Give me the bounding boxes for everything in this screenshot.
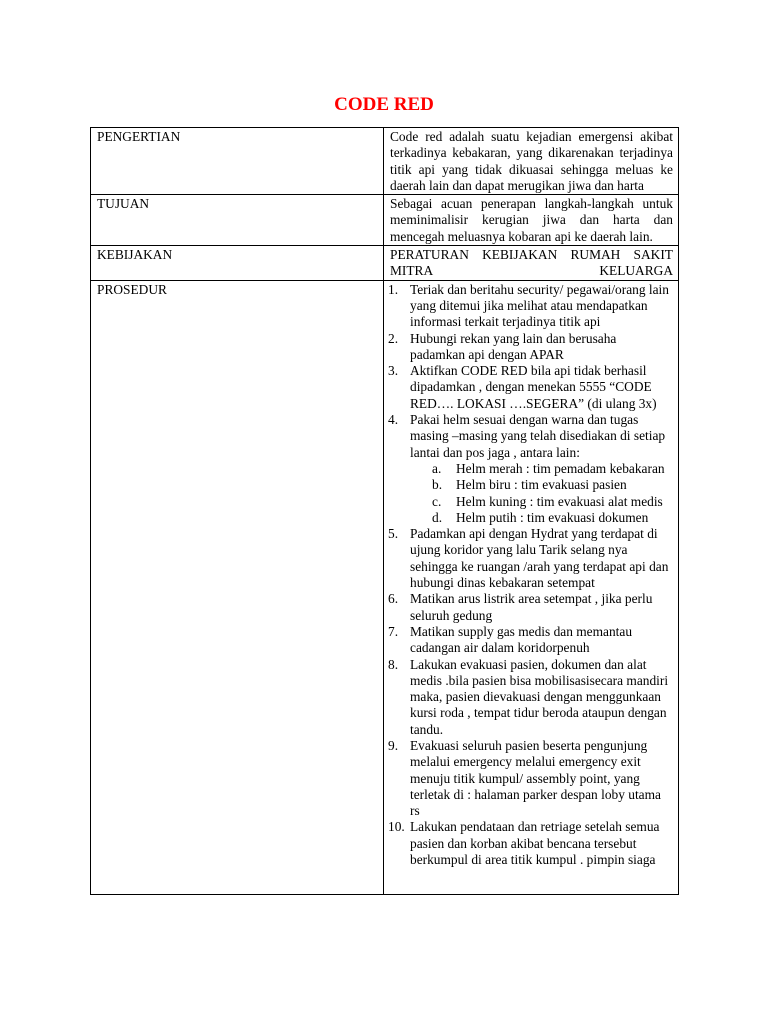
list-item: [390, 624, 673, 657]
helmet-sublist: [410, 461, 673, 526]
sub-list-letter: a.: [432, 460, 442, 476]
row-label: TUJUAN: [91, 195, 384, 246]
list-item-text: Aktifkan CODE RED bila api tidak berhasil dipadamkan , dengan menekan 5555 “CODE RED…. LOKASI ….SEGERA” (di ulang 3x): [410, 363, 657, 411]
list-item: [390, 819, 673, 868]
sub-list-letter: c.: [432, 493, 442, 509]
list-item-text: Teriak dan beritahu security/ pegawai/orang lain yang ditemui jika melihat atau mendapatkan informasi terkait terjadinya titik api: [410, 281, 669, 330]
sub-list-text: Helm kuning : tim evakuasi alat medis: [456, 493, 663, 509]
list-item-text: Matikan arus listrik area setempat , jika perlu seluruh gedung: [410, 591, 653, 623]
procedure-cell: [384, 280, 679, 894]
list-number: 6.: [388, 591, 399, 607]
sub-list-item: [410, 477, 673, 493]
list-item-text: Hubungi rekan yang lain dan berusaha padamkan api dengan APAR: [410, 330, 617, 362]
list-item-text: Lakukan pendataan dan retriage setelah semua pasien dan korban akibat bencana tersebut berkumpul di area titik kumpul . pimpin siaga: [410, 819, 660, 868]
table-row: [91, 128, 679, 195]
list-item: [390, 526, 673, 591]
sub-list-letter: d.: [432, 509, 443, 525]
sub-list-item: [410, 461, 673, 477]
list-item-text: Lakukan evakuasi pasien, dokumen dan alat medis .bila pasien bisa mobilisasisecara mandiri maka, pasien dievakuasi dengan menggunkaan kursi roda , tempat tidur beroda ataupun dengan tandu.: [410, 656, 669, 737]
sub-list-item: [410, 494, 673, 510]
row-label: KEBIJAKAN: [91, 246, 384, 281]
table-row: [91, 280, 679, 894]
list-item: [390, 331, 673, 364]
list-number: 3.: [388, 363, 399, 379]
sub-list-text: Helm biru : tim evakuasi pasien: [456, 477, 627, 493]
list-item: [390, 738, 673, 819]
list-number: 10.: [388, 819, 405, 835]
table-row: [91, 246, 679, 281]
list-number: 5.: [388, 526, 399, 542]
sub-list-text: Helm merah : tim pemadam kebakaran: [456, 460, 665, 476]
list-number: 8.: [388, 656, 399, 672]
list-number: 1.: [388, 281, 399, 297]
row-content: PERATURAN KEBIJAKAN RUMAH SAKIT MITRA KELUARGA: [384, 246, 679, 281]
list-item-text: Evakuasi seluruh pasien beserta pengunjung melalui emergency melalui emergency exit menuju titik kumpul/ assembly point, yang terletak di : halaman parker despan loby utama rs: [410, 737, 661, 819]
sub-list-text: Helm putih : tim evakuasi dokumen: [456, 509, 649, 525]
list-item-text: Matikan supply gas medis dan memantau cadangan air dalam koridorpenuh: [410, 623, 633, 656]
table-row: [91, 195, 679, 246]
row-content: Code red adalah suatu kejadian emergensi akibat terkadinya kebakaran, yang dikarenakan terjadinya titik api yang tidak dikuasai sehingga meluas ke daerah lain dan dapat merugikan jiwa dan harta: [384, 128, 679, 195]
document-title: CODE RED: [334, 94, 434, 115]
list-number: 2.: [388, 330, 399, 346]
list-item-text: Padamkan api dengan Hydrat yang terdapat di ujung koridor yang lalu Tarik selang nya sehingga ke ruangan /arah yang terdapat api dan hubungi dinas kebakaran setempat: [410, 526, 669, 591]
list-number: 4.: [388, 412, 399, 428]
row-label: PENGERTIAN: [91, 128, 384, 195]
row-content: Sebagai acuan penerapan langkah-langkah untuk meminimalisir kerugian jiwa dan harta dan mencegah meluasnya kobaran api ke daerah lain.: [384, 195, 679, 246]
list-item: [390, 591, 673, 624]
list-item: [390, 657, 673, 738]
procedure-list: [390, 282, 673, 869]
sop-table: [90, 127, 679, 895]
sub-list-item: [410, 510, 673, 526]
list-item: [390, 363, 673, 412]
list-number: 9.: [388, 737, 399, 753]
list-item: [390, 282, 673, 331]
list-item: [390, 412, 673, 526]
list-number: 7.: [388, 623, 399, 639]
row-label: PROSEDUR: [91, 280, 384, 894]
list-item-text: Pakai helm sesuai dengan warna dan tugas masing –masing yang telah disediakan di setiap lantai dan pos jaga , antara lain:: [410, 412, 666, 460]
sub-list-letter: b.: [432, 477, 443, 493]
